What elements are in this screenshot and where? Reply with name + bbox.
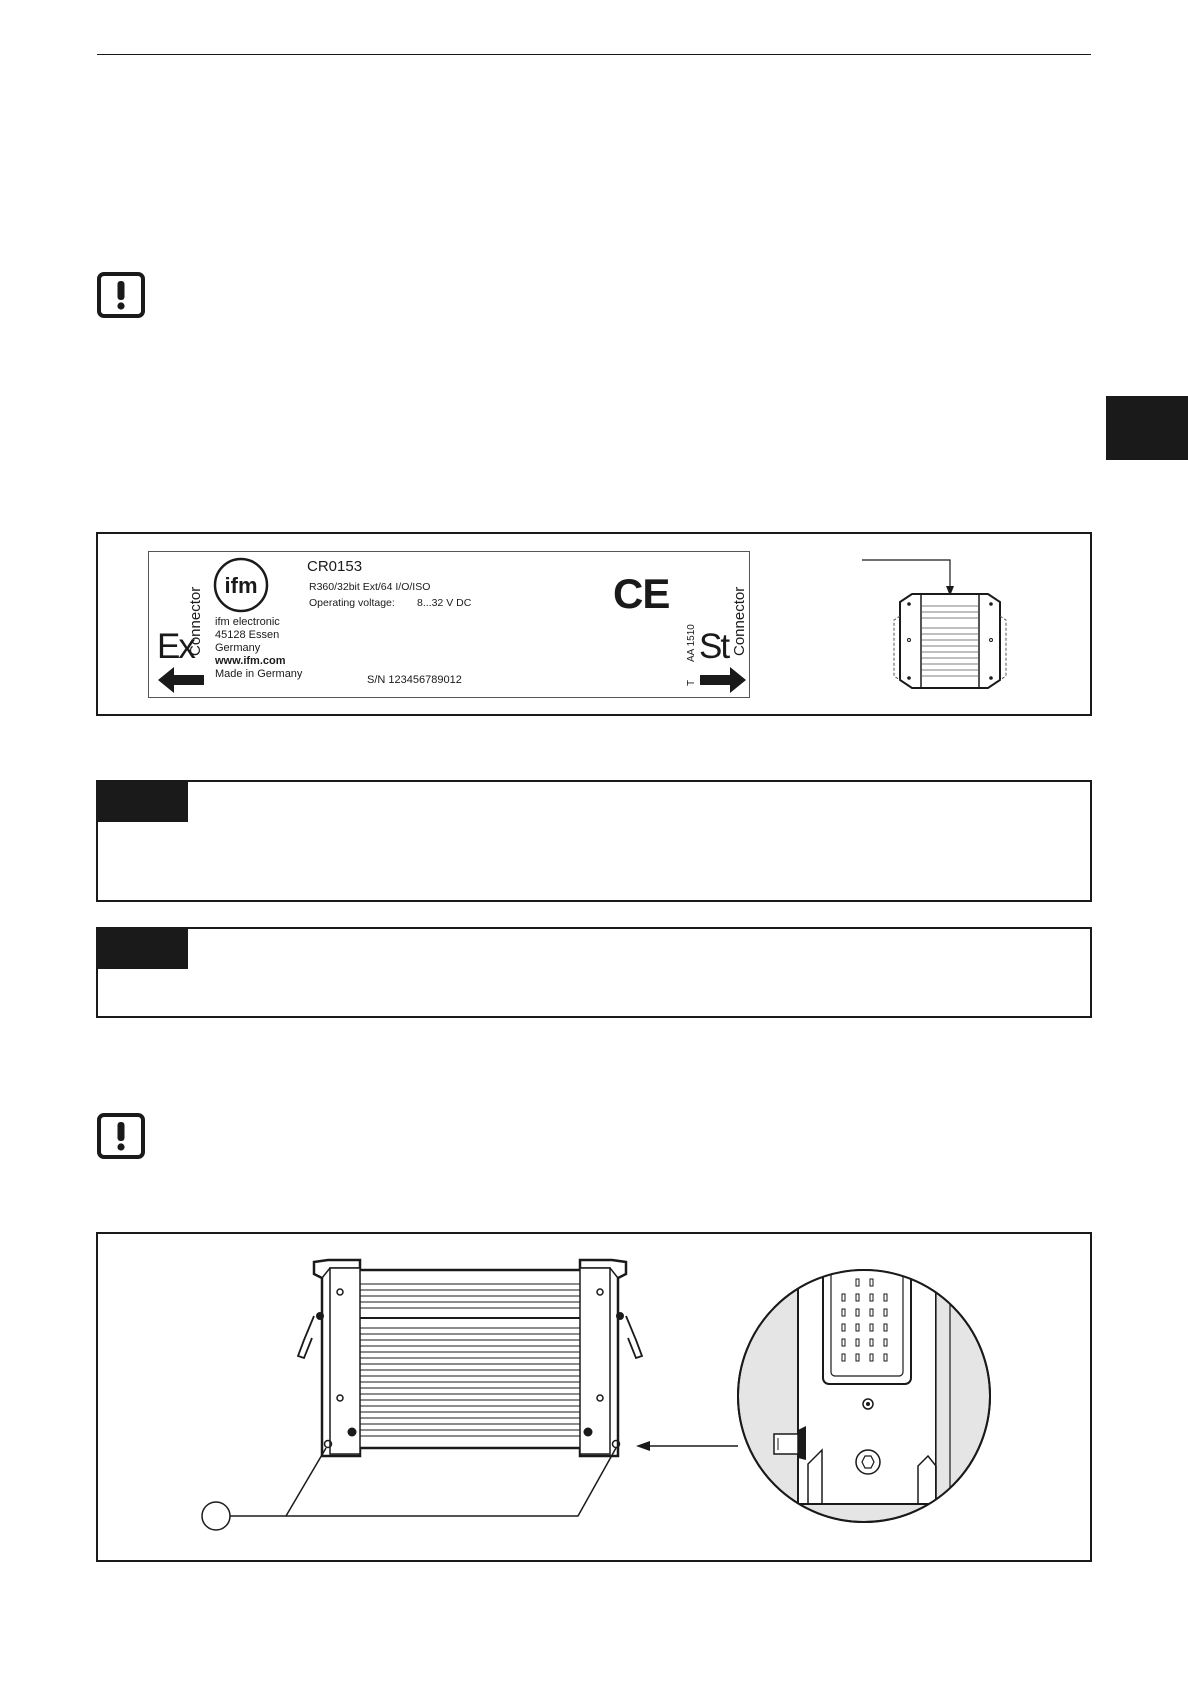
mounting-drawing <box>98 1234 1090 1560</box>
st-connector-word: Connector <box>731 586 748 656</box>
ifm-logo-icon <box>213 557 269 613</box>
section-tab-marker <box>1106 396 1188 460</box>
arrow-right-icon <box>698 667 746 693</box>
model-description: R360/32bit Ext/64 I/O/ISO <box>309 581 431 593</box>
ex-connector-word: Connector <box>187 586 204 656</box>
st-connector-abbr: St <box>699 627 729 666</box>
operating-voltage-value: 8...32 V DC <box>417 597 472 609</box>
manufacturer-address <box>215 616 302 681</box>
serial-number: S/N 123456789012 <box>367 674 462 686</box>
exclamation-note-icon <box>97 1113 145 1159</box>
company-country: Germany <box>215 642 261 654</box>
notice-header-block <box>98 782 188 822</box>
mounting-figure-frame <box>96 1232 1092 1562</box>
ex-connector-abbr: Ex <box>157 627 194 666</box>
notice-box-2 <box>96 927 1092 1018</box>
company-website: www.ifm.com <box>215 655 286 667</box>
company-city: 45128 Essen <box>215 629 280 641</box>
notice-box-1 <box>96 780 1092 902</box>
operating-voltage-label: Operating voltage: <box>309 597 395 609</box>
exclamation-note-icon <box>97 272 145 318</box>
device-nameplate <box>148 551 750 698</box>
logo-text: ifm <box>224 573 258 598</box>
notice-header-block <box>98 929 188 969</box>
company-name: ifm electronic <box>215 616 280 628</box>
t-mark: T <box>686 679 697 686</box>
made-in-text: Made in Germany <box>215 668 303 680</box>
arrow-left-icon <box>158 667 206 693</box>
ce-mark: CE <box>613 570 670 617</box>
device-location-drawing <box>838 556 1018 706</box>
header-rule <box>97 54 1091 55</box>
model-number: CR0153 <box>307 558 363 575</box>
date-code: AA 1510 <box>686 624 697 662</box>
nameplate-figure-frame <box>96 532 1092 716</box>
